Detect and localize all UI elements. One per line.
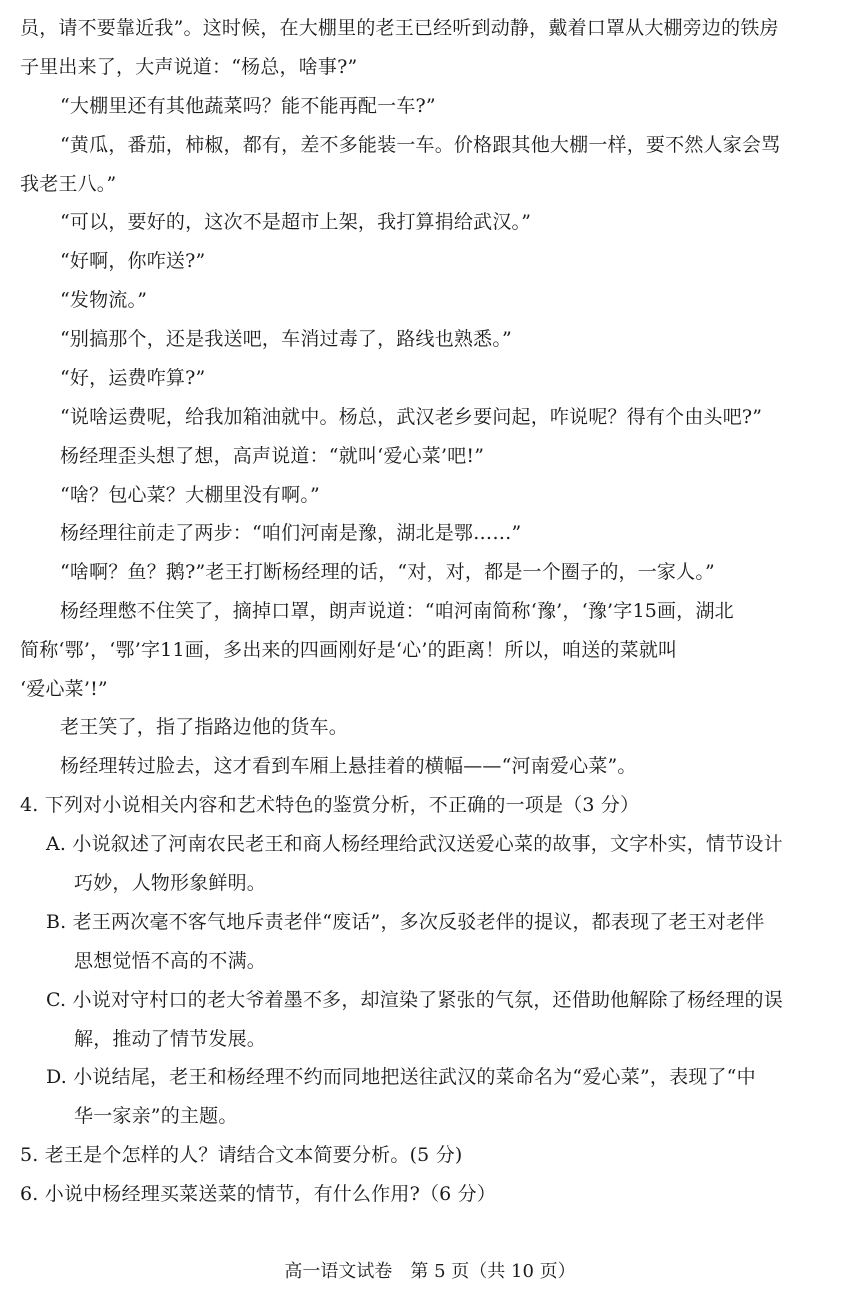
question-4-option-b-cont: 思想觉悟不高的不满。 [74,950,267,972]
page-footer: 高一语文试卷 第 5 页（共 10 页） [284,1261,576,1282]
question-4-option-a-cont: 巧妙，人物形象鲜明。 [74,872,267,894]
story-line-20: 杨经理转过脸去，这才看到车厢上悬挂着的横幅——“河南爱心菜”。 [60,755,637,777]
question-4-option-c-cont: 解，推动了情节发展。 [74,1028,267,1050]
question-5: 5. 老王是个怎样的人？请结合文本简要分析。(5 分) [20,1144,463,1166]
story-line-14: 杨经理往前走了两步：“咱们河南是豫，湖北是鄂……” [60,522,522,544]
question-4-option-c: C. 小说对守村口的老大爷着墨不多，却渲染了紧张的气氛，还借助他解除了杨经理的误 [46,989,783,1011]
story-line-17: 简称‘鄂’，‘鄂’字11画，多出来的四画刚好是‘心’的距离！所以，咱送的菜就叫 [20,639,678,661]
question-6: 6. 小说中杨经理买菜送菜的情节，有什么作用?（6 分） [20,1183,497,1205]
story-line-16: 杨经理憋不住笑了，摘掉口罩，朗声说道：“咱河南简称‘豫’，‘豫’字15画，湖北 [60,600,734,622]
story-line-9: “别搞那个，还是我送吧，车消过毒了，路线也熟悉。” [60,328,512,350]
question-4-option-a: A. 小说叙述了河南农民老王和商人杨经理给武汉送爱心菜的故事，文字朴实，情节设计 [46,833,783,855]
story-line-19: 老王笑了，指了指路边他的货车。 [60,716,349,738]
question-4-stem: 4. 下列对小说相关内容和艺术特色的鉴赏分析，不正确的一项是（3 分） [20,794,640,816]
story-line-8: “发物流。” [60,289,148,311]
question-4-option-b: B. 老王两次毫不客气地斥责老伴“废话”，多次反驳老伴的提议，都表现了老王对老伴 [46,911,765,933]
story-line-15: “啥啊？鱼？鹅?”老王打断杨经理的话，“对，对，都是一个圈子的，一家人。” [60,561,715,583]
story-line-13: “啥？包心菜？大棚里没有啊。” [60,484,320,506]
story-line-10: “好，运费咋算?” [60,367,206,389]
story-line-18: ‘爱心菜’!” [20,678,108,700]
story-line-2: 子里出来了，大声说道：“杨总，啥事?” [20,56,358,78]
question-4-option-d-cont: 华一家亲”的主题。 [74,1105,238,1127]
story-line-5: 我老王八。” [20,173,117,195]
story-line-6: “可以，要好的，这次不是超市上架，我打算捐给武汉。” [60,211,532,233]
question-4-option-d: D. 小说结尾，老王和杨经理不约而同地把送往武汉的菜命名为“爱心菜”，表现了“中 [46,1066,756,1088]
story-line-7: “好啊，你咋送?” [60,250,206,272]
story-line-12: 杨经理歪头想了想，高声说道：“就叫‘爱心菜’吧!” [60,445,485,467]
story-line-4: “黄瓜，番茄，柿椒，都有，差不多能装一车。价格跟其他大棚一样，要不然人家会骂 [60,134,781,156]
story-line-3: “大棚里还有其他蔬菜吗？能不能再配一车?” [60,95,436,117]
story-line-1: 员，请不要靠近我”。这时候，在大棚里的老王已经听到动静，戴着口罩从大棚旁边的铁房 [20,17,779,39]
story-line-11: “说啥运费呢，给我加箱油就中。杨总，武汉老乡要问起，咋说呢？得有个由头吧?” [60,406,763,428]
